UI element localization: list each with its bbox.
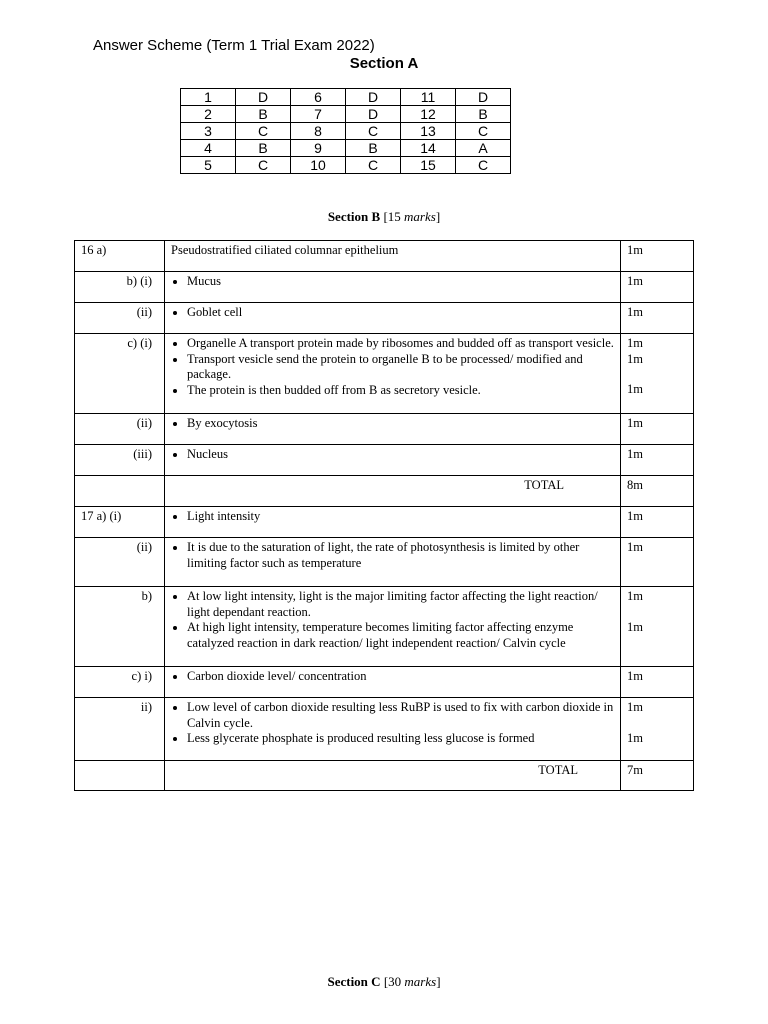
answer-letter-cell: A xyxy=(456,140,511,157)
mark-value: 1m xyxy=(627,274,643,288)
answer-point-list xyxy=(171,416,614,432)
answer-point: • Mucus xyxy=(187,274,614,290)
answer-point: • At low light intensity, light is the major limiting factor affecting the light reaction/ light dependant reaction. xyxy=(187,589,614,620)
question-number-cell: 12 xyxy=(401,106,456,123)
marking-row xyxy=(75,538,694,587)
question-number-cell: 6 xyxy=(291,89,346,106)
question-number-cell: b) xyxy=(75,587,165,667)
section-a-heading: Section A xyxy=(349,55,419,72)
answer-point: • Transport vesicle send the protein to organelle B to be processed/ modified and package. xyxy=(187,352,614,383)
answer-point-list xyxy=(171,669,614,685)
question-number-cell: (ii) xyxy=(75,414,165,445)
answer-cell xyxy=(165,414,621,445)
answer-letter-cell: C xyxy=(456,157,511,174)
question-number-cell: (iii) xyxy=(75,445,165,476)
mark-value: 1m xyxy=(627,305,643,319)
mark-value: 1m xyxy=(627,336,643,350)
answer-point: • It is due to the saturation of light, the rate of photosynthesis is limited by other limiting factor such as temperature xyxy=(187,540,614,571)
marking-row xyxy=(75,334,694,414)
question-number-cell: 10 xyxy=(291,157,346,174)
question-number-cell: 2 xyxy=(181,106,236,123)
section-b-marking-table xyxy=(74,240,694,791)
mark-value: 1m xyxy=(627,382,643,396)
answer-point: • Carbon dioxide level/ concentration xyxy=(187,669,614,685)
question-number-cell: 13 xyxy=(401,123,456,140)
section-b-label: Section B xyxy=(327,209,381,224)
marks-cell xyxy=(621,587,694,667)
answer-letter-cell: B xyxy=(236,140,291,157)
question-number-cell: 9 xyxy=(291,140,346,157)
mark-value: 1m xyxy=(627,730,643,745)
question-number-cell: 7 xyxy=(291,106,346,123)
question-number-cell: (ii) xyxy=(75,538,165,587)
mark-value: 8m xyxy=(627,478,643,492)
marking-row xyxy=(75,303,694,334)
total-label: TOTAL xyxy=(538,763,578,777)
mark-value: 7m xyxy=(627,763,643,777)
section-c-marks-open: [30 xyxy=(380,974,405,989)
marks-cell xyxy=(621,334,694,414)
marking-row xyxy=(75,507,694,538)
answer-cell xyxy=(165,761,621,791)
marks-cell xyxy=(621,476,694,507)
marks-cell xyxy=(621,414,694,445)
answer-row xyxy=(181,106,511,123)
question-number-cell: 15 xyxy=(401,157,456,174)
answer-cell xyxy=(165,538,621,587)
answer-point: • By exocytosis xyxy=(187,416,614,432)
marking-row xyxy=(75,587,694,667)
answer-point-list xyxy=(171,509,614,525)
answer-letter-cell: C xyxy=(346,157,401,174)
question-number-cell: 17 a) (i) xyxy=(75,507,165,538)
answer-cell xyxy=(165,507,621,538)
answer-cell: Pseudostratified ciliated columnar epithelium xyxy=(165,241,621,272)
answer-cell xyxy=(165,303,621,334)
answer-point-list xyxy=(171,700,614,747)
marks-cell xyxy=(621,538,694,587)
mark-value: 1m xyxy=(627,416,643,430)
answer-cell xyxy=(165,667,621,698)
answer-point: • Low level of carbon dioxide resulting less RuBP is used to fix with carbon dioxide in Calvin cycle. xyxy=(187,700,614,731)
mark-value: 1m xyxy=(627,243,643,257)
mark-value: 1m xyxy=(627,619,643,634)
marks-cell xyxy=(621,241,694,272)
section-c-label: Section C xyxy=(327,974,381,989)
marking-row xyxy=(75,476,694,507)
answer-point: • At high light intensity, temperature becomes limiting factor affecting enzyme catalyzed reaction in dark reaction/ light independent reaction/ Calvin cycle xyxy=(187,620,614,651)
answer-letter-cell: B xyxy=(236,106,291,123)
answer-row xyxy=(181,157,511,174)
section-c-heading xyxy=(0,974,768,990)
marking-row xyxy=(75,761,694,791)
answer-cell xyxy=(165,476,621,507)
answer-letter-cell: D xyxy=(236,89,291,106)
question-number-cell xyxy=(75,761,165,791)
answer-point-list xyxy=(171,589,614,651)
answer-cell xyxy=(165,587,621,667)
answer-letter-cell: C xyxy=(456,123,511,140)
marks-cell xyxy=(621,761,694,791)
answer-row xyxy=(181,89,511,106)
marks-cell xyxy=(621,698,694,761)
answer-letter-cell: B xyxy=(456,106,511,123)
answer-point: • Less glycerate phosphate is produced resulting less glucose is formed xyxy=(187,731,614,747)
section-b-marks-word: marks xyxy=(404,209,436,224)
marking-row xyxy=(75,667,694,698)
answer-cell xyxy=(165,334,621,414)
answer-letter-cell: D xyxy=(346,106,401,123)
answer-letter-cell: C xyxy=(346,123,401,140)
answer-letter-cell: B xyxy=(346,140,401,157)
section-a-answer-table xyxy=(180,88,511,174)
marks-cell xyxy=(621,272,694,303)
answer-letter-cell: D xyxy=(346,89,401,106)
question-number-cell: 1 xyxy=(181,89,236,106)
answer-point-list xyxy=(171,540,614,571)
section-b-heading xyxy=(0,209,768,225)
answer-point-list xyxy=(171,305,614,321)
mark-value: 1m xyxy=(627,351,643,366)
answer-point: • Nucleus xyxy=(187,447,614,463)
section-c-marks-close: ] xyxy=(436,974,441,989)
marking-row xyxy=(75,698,694,761)
question-number-cell: 3 xyxy=(181,123,236,140)
answer-point: • Light intensity xyxy=(187,509,614,525)
section-c-marks-word: marks xyxy=(404,974,437,989)
mark-value: 1m xyxy=(627,540,643,554)
question-number-cell: c) i) xyxy=(75,667,165,698)
document-title: Answer Scheme (Term 1 Trial Exam 2022) xyxy=(93,37,375,54)
question-number-cell xyxy=(75,476,165,507)
marks-cell xyxy=(621,303,694,334)
answer-point: • Organelle A transport protein made by ribosomes and budded off as transport vesicle. xyxy=(187,336,614,352)
question-number-cell: 8 xyxy=(291,123,346,140)
mark-value: 1m xyxy=(627,669,643,683)
marks-cell xyxy=(621,445,694,476)
mark-value: 1m xyxy=(627,447,643,461)
answer-row xyxy=(181,140,511,157)
section-b-marks-close: ] xyxy=(435,209,441,224)
marking-row xyxy=(75,272,694,303)
question-number-cell: 4 xyxy=(181,140,236,157)
answer-letter-cell: D xyxy=(456,89,511,106)
question-number-cell: (ii) xyxy=(75,303,165,334)
question-number-cell: b) (i) xyxy=(75,272,165,303)
mark-value: 1m xyxy=(627,589,643,603)
answer-point: • The protein is then budded off from B as secretory vesicle. xyxy=(187,383,614,399)
answer-point-list xyxy=(171,447,614,463)
total-label: TOTAL xyxy=(524,478,564,492)
answer-point-list xyxy=(171,274,614,290)
mark-value: 1m xyxy=(627,509,643,523)
question-number-cell: 16 a) xyxy=(75,241,165,272)
marking-row xyxy=(75,241,694,272)
answer-point-list xyxy=(171,336,614,398)
marking-row xyxy=(75,445,694,476)
marks-cell xyxy=(621,667,694,698)
question-number-cell: 5 xyxy=(181,157,236,174)
marking-row xyxy=(75,414,694,445)
answer-cell xyxy=(165,698,621,761)
question-number-cell: 14 xyxy=(401,140,456,157)
question-number-cell: c) (i) xyxy=(75,334,165,414)
answer-cell xyxy=(165,272,621,303)
answer-letter-cell: C xyxy=(236,157,291,174)
mark-value: 1m xyxy=(627,700,643,714)
question-number-cell: ii) xyxy=(75,698,165,761)
answer-cell xyxy=(165,445,621,476)
answer-row xyxy=(181,123,511,140)
answer-point: • Goblet cell xyxy=(187,305,614,321)
section-b-marks-open: [15 xyxy=(380,209,405,224)
answer-letter-cell: C xyxy=(236,123,291,140)
question-number-cell: 11 xyxy=(401,89,456,106)
marks-cell xyxy=(621,507,694,538)
